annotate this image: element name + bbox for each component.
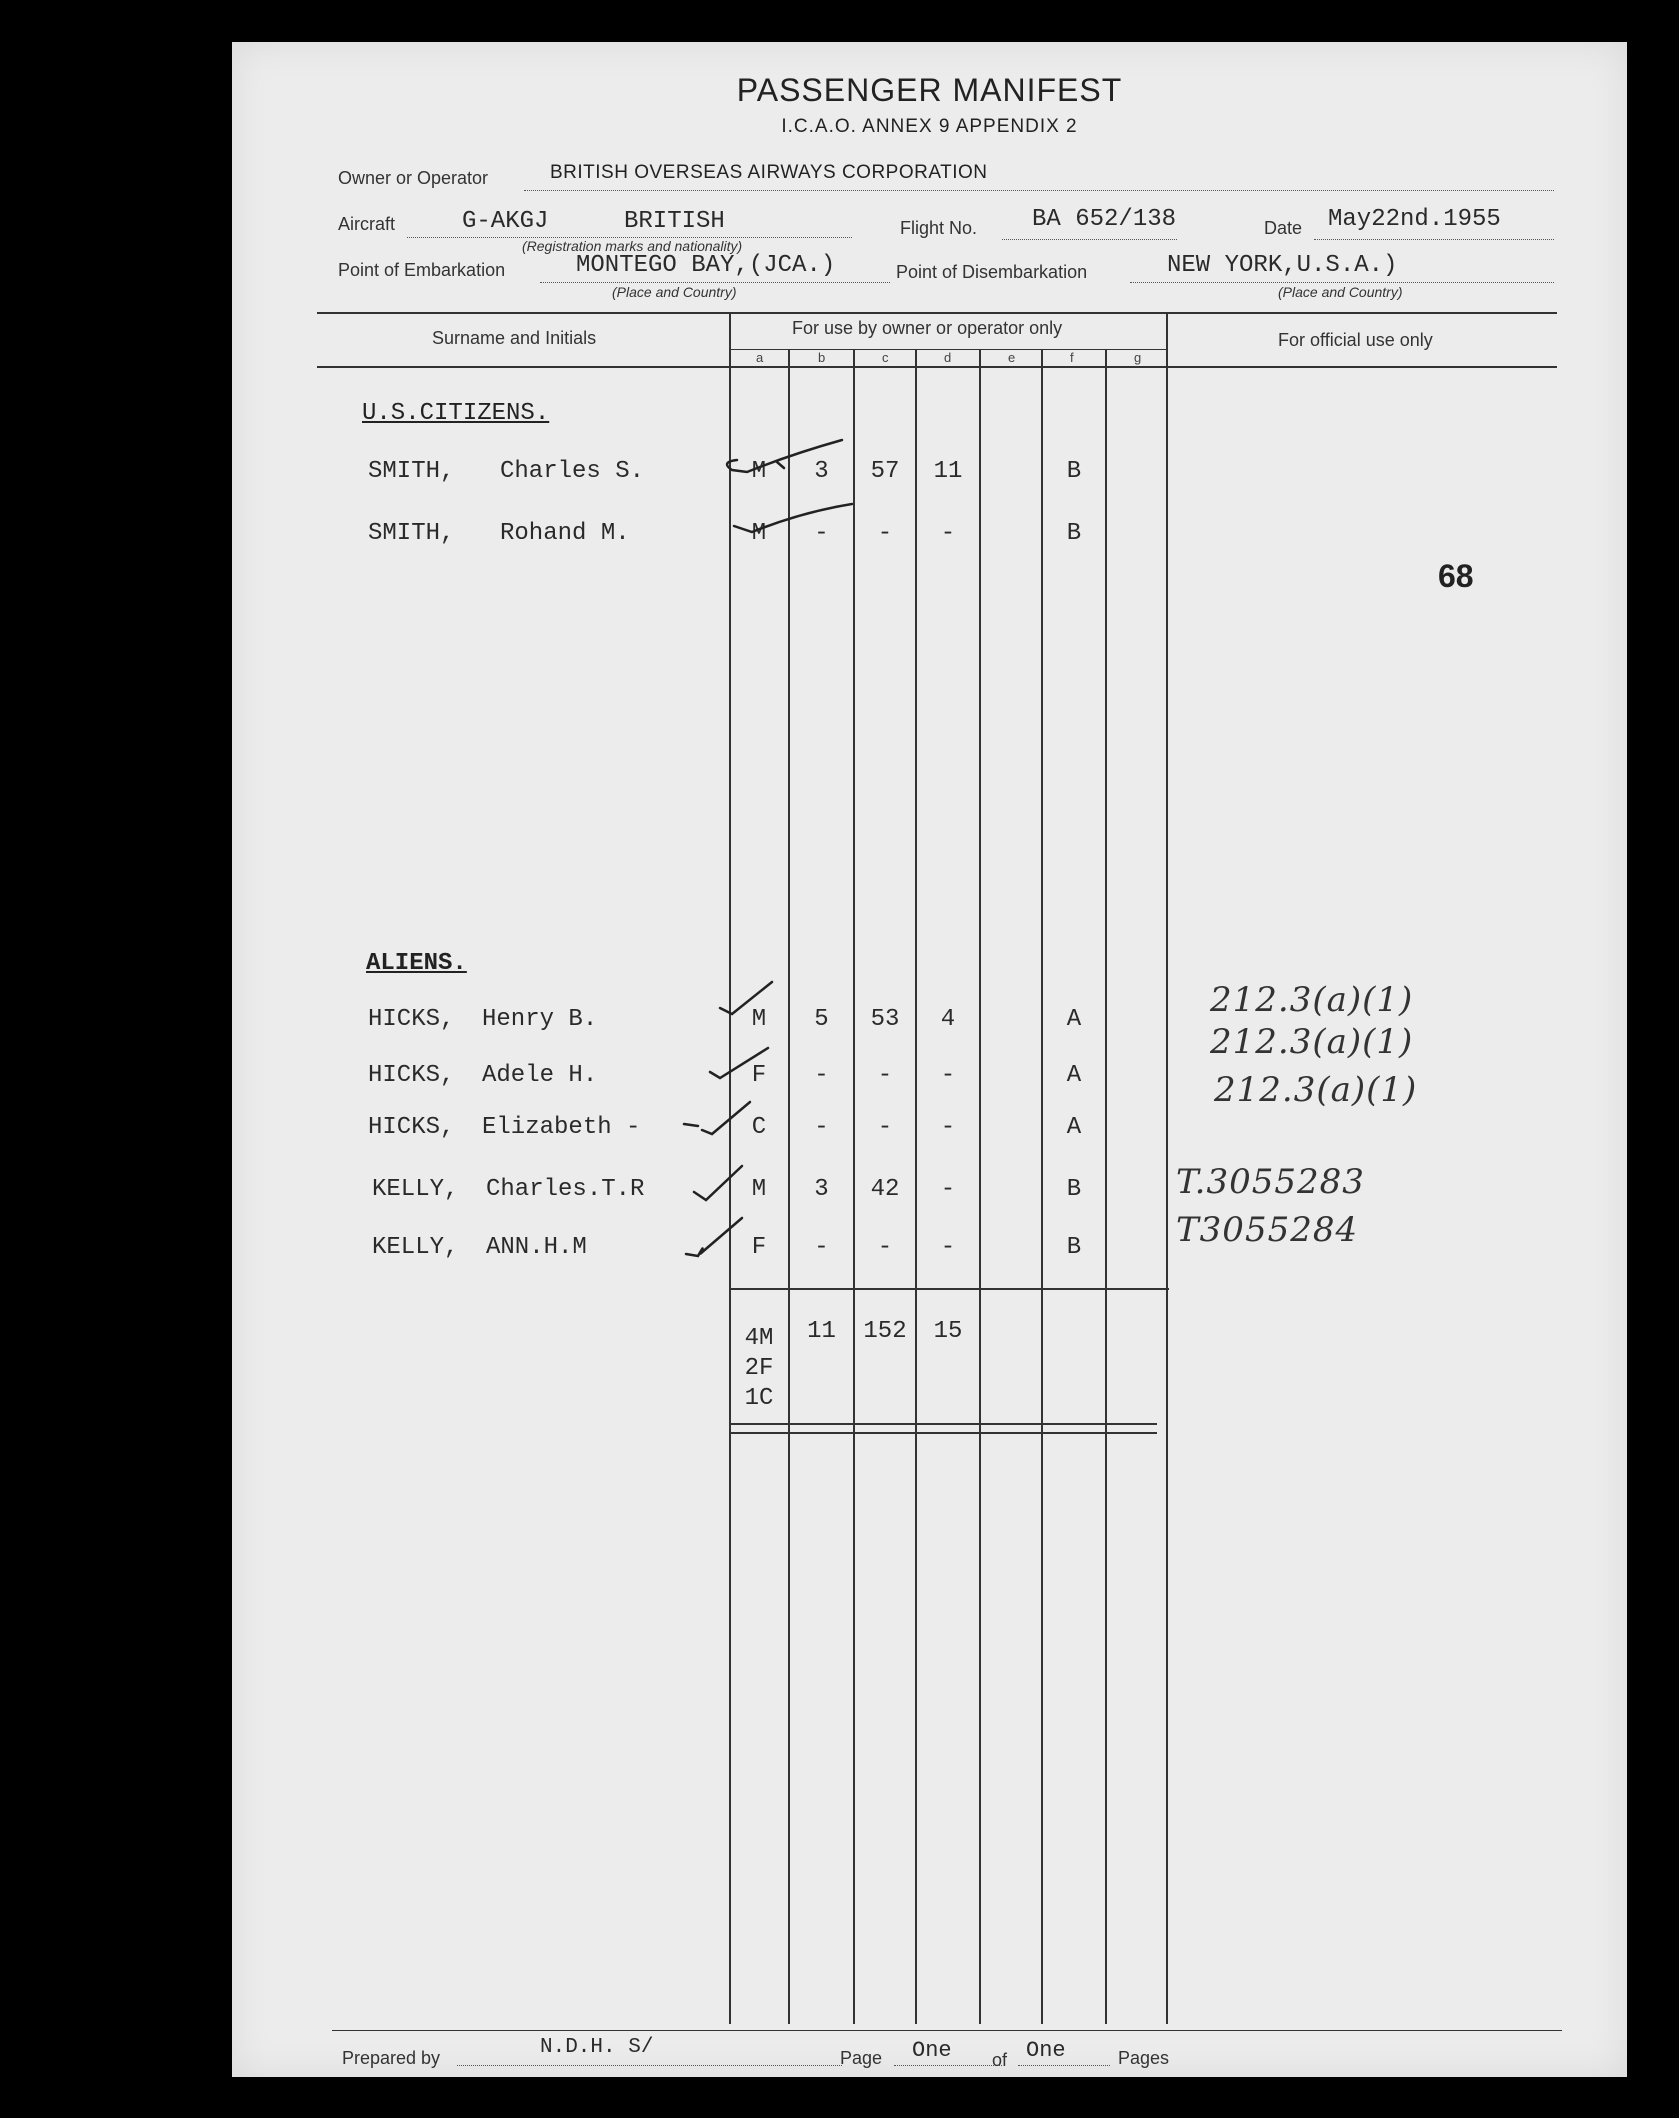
passenger-given-names: Charles S.	[500, 458, 645, 485]
passenger-given-names: Adele H.	[482, 1062, 598, 1089]
embarkation-note: (Place and Country)	[612, 284, 737, 300]
section-us-citizens: U.S.CITIZENS.	[362, 400, 550, 427]
flight-label: Flight No.	[900, 218, 978, 238]
owner-label: Owner or Operator	[338, 168, 489, 188]
cell-b: -	[814, 1234, 829, 1261]
total-d: 15	[933, 1318, 963, 1345]
cell-f: B	[1066, 458, 1082, 485]
cell-a: F	[751, 1062, 767, 1089]
cell-f: A	[1066, 1114, 1082, 1141]
col-letter-c: c	[882, 350, 889, 365]
passenger-surname: KELLY,	[372, 1234, 459, 1261]
col-letter-b: b	[818, 350, 826, 365]
embarkation-label: Point of Embarkation	[338, 260, 506, 280]
aircraft-nationality: BRITISH	[624, 208, 725, 235]
passenger-given-names: Rohand M.	[500, 520, 630, 547]
passenger-given-names: ANN.H.M	[486, 1234, 587, 1261]
cell-f: B	[1066, 1234, 1082, 1261]
official-note: 212.3(a)(1)	[1210, 980, 1414, 1020]
total-c: 152	[863, 1318, 907, 1345]
cell-a: M	[751, 1006, 767, 1033]
date-label: Date	[1264, 218, 1303, 238]
cell-c: -	[877, 1114, 893, 1141]
cell-c: -	[877, 1062, 893, 1089]
cell-d: 11	[933, 458, 963, 485]
cell-b: 5	[814, 1006, 829, 1033]
cell-f: B	[1066, 520, 1082, 547]
official-note: T3055284	[1176, 1210, 1359, 1250]
cell-c: -	[877, 1234, 893, 1261]
cell-a: M	[751, 458, 767, 485]
passenger-surname: KELLY,	[372, 1176, 459, 1203]
manifest-page	[232, 42, 1627, 2077]
cell-d: 4	[940, 1006, 956, 1033]
official-note: 212.3(a)(1)	[1210, 1022, 1414, 1062]
aircraft-note: (Registration marks and nationality)	[522, 238, 743, 254]
total-a-child: 1C	[744, 1385, 774, 1412]
page-label: Page	[840, 2048, 883, 2068]
official-note: 212.3(a)(1)	[1214, 1070, 1418, 1110]
cell-f: B	[1066, 1176, 1082, 1203]
passenger-surname: SMITH,	[368, 458, 455, 485]
col-letter-f: f	[1070, 350, 1074, 365]
cell-b: 3	[814, 458, 829, 485]
page-subtitle: I.C.A.O. ANNEX 9 APPENDIX 2	[781, 116, 1078, 137]
cell-d: -	[940, 520, 956, 547]
check-marks	[232, 42, 1627, 2077]
of-label: of	[992, 2050, 1008, 2070]
cell-a: M	[751, 520, 767, 547]
date-value: May22nd.1955	[1328, 206, 1501, 233]
cell-c: 42	[870, 1176, 900, 1203]
passenger-surname: HICKS,	[368, 1062, 455, 1089]
col-letter-g: g	[1134, 350, 1142, 365]
official-note: T.3055283	[1176, 1162, 1365, 1202]
passenger-given-names: Elizabeth -	[482, 1114, 641, 1141]
total-a-male: 4M	[744, 1325, 774, 1352]
embarkation-value: MONTEGO BAY,(JCA.)	[576, 252, 836, 279]
pages-label: Pages	[1118, 2048, 1170, 2068]
cell-d: -	[940, 1234, 956, 1261]
section-aliens: ALIENS.	[366, 950, 467, 977]
cell-f: A	[1066, 1062, 1082, 1089]
total-a-female: 2F	[744, 1355, 774, 1382]
total-b: 11	[807, 1318, 836, 1345]
owner-value: BRITISH OVERSEAS AIRWAYS CORPORATION	[550, 162, 988, 183]
cell-b: -	[814, 1062, 829, 1089]
col-surname-header: Surname and Initials	[432, 328, 597, 348]
passenger-given-names: Henry B.	[482, 1006, 598, 1033]
col-owner-header: For use by owner or operator only	[792, 318, 1063, 338]
passenger-surname: HICKS,	[368, 1006, 455, 1033]
passenger-surname: HICKS,	[368, 1114, 455, 1141]
cell-c: -	[877, 520, 893, 547]
total-pages: One	[1026, 2038, 1066, 2063]
cell-c: 57	[870, 458, 900, 485]
col-letter-e: e	[1008, 350, 1016, 365]
disembarkation-note: (Place and Country)	[1278, 284, 1403, 300]
prepared-by-label: Prepared by	[342, 2048, 441, 2068]
cell-d: -	[940, 1062, 956, 1089]
passenger-given-names: Charles.T.R	[486, 1176, 645, 1203]
cell-a: M	[751, 1176, 767, 1203]
page-title: PASSENGER MANIFEST	[736, 72, 1123, 108]
flight-number: BA 652/138	[1032, 206, 1177, 233]
cell-b: -	[814, 1114, 829, 1141]
prepared-by-value: N.D.H. S/	[540, 2036, 654, 2059]
cell-a: C	[751, 1114, 767, 1141]
cell-d: -	[940, 1176, 956, 1203]
disembarkation-label: Point of Disembarkation	[896, 262, 1088, 282]
page-number: One	[912, 2038, 952, 2063]
aircraft-label: Aircraft	[338, 214, 396, 234]
col-letter-d: d	[944, 350, 952, 365]
aircraft-registration: G-AKGJ	[462, 208, 549, 235]
passenger-surname: SMITH,	[368, 520, 455, 547]
cell-d: -	[940, 1114, 956, 1141]
cell-b: 3	[814, 1176, 829, 1203]
cell-b: -	[814, 520, 829, 547]
cell-c: 53	[870, 1006, 900, 1033]
side-note-number: 68	[1438, 558, 1474, 594]
cell-a: F	[751, 1234, 767, 1261]
disembarkation-value: NEW YORK,U.S.A.)	[1167, 252, 1398, 279]
col-letter-a: a	[756, 350, 764, 365]
col-official-header: For official use only	[1278, 330, 1433, 350]
cell-f: A	[1066, 1006, 1082, 1033]
